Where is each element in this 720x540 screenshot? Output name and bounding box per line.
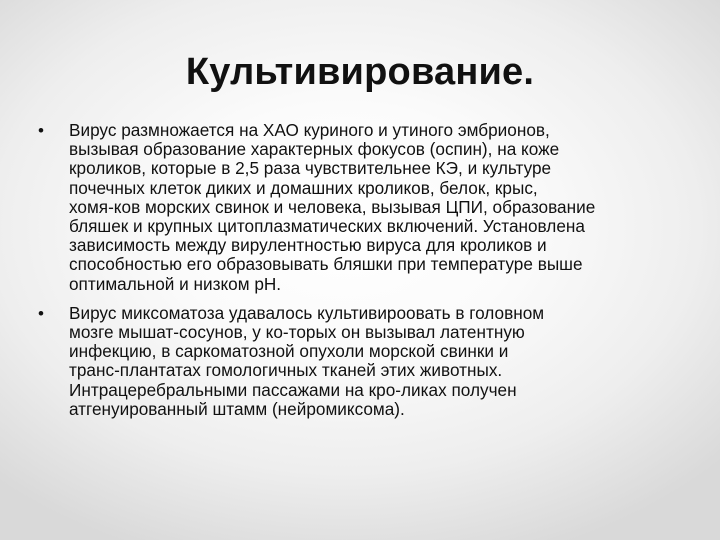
bullet-paragraph (69, 121, 690, 294)
bullet-paragraph (69, 304, 690, 419)
slide-title: Культивирование. (185, 51, 535, 93)
text-line: зависимость между вирулентностью вируса для кроликов и (69, 235, 547, 256)
text-line: инфекцию, в саркоматозной опухоли морской свинки и (69, 341, 509, 362)
text-line: транс-плантатах гомологичных тканей этих животных. (69, 360, 503, 381)
bullet-item-1 (38, 121, 690, 294)
text-line: кроликов, которые в 2,5 раза чувствительнее КЭ, и культуре (69, 158, 552, 179)
text-line: атгенуированный штамм (нейромиксома). (69, 398, 405, 419)
text-line: оптимальной и низком рН. (69, 273, 282, 294)
text-line: способностью его образовывать бляшки при температуре выше (69, 254, 583, 275)
text-line: мозге мышат-сосунов, у ко-торых он вызывал латентную (69, 322, 525, 343)
text-line: Вирус размножается на ХАО куриного и утиного эмбрионов, (69, 120, 550, 140)
bullet-marker: • (38, 121, 44, 140)
text-line: бляшек и крупных цитоплазматических включений. Установлена (69, 216, 585, 237)
text-line: Вирус миксоматоза удавалось культивироовать в головном (69, 302, 545, 323)
bullet-marker: • (38, 303, 44, 323)
bullet-item-2 (38, 304, 690, 419)
text-line: Интрацеребральными пассажами на кро-ликах получен (69, 379, 517, 400)
bullet-list (38, 121, 690, 429)
text-line: почечных клеток диких и домашних кроликов, белок, крыс, (69, 177, 538, 198)
text-line: вызывая образование характерных фокусов (оспин), на коже (69, 139, 560, 160)
text-line: хомя-ков морских свинок и человека, вызывая ЦПИ, образование (69, 196, 596, 217)
